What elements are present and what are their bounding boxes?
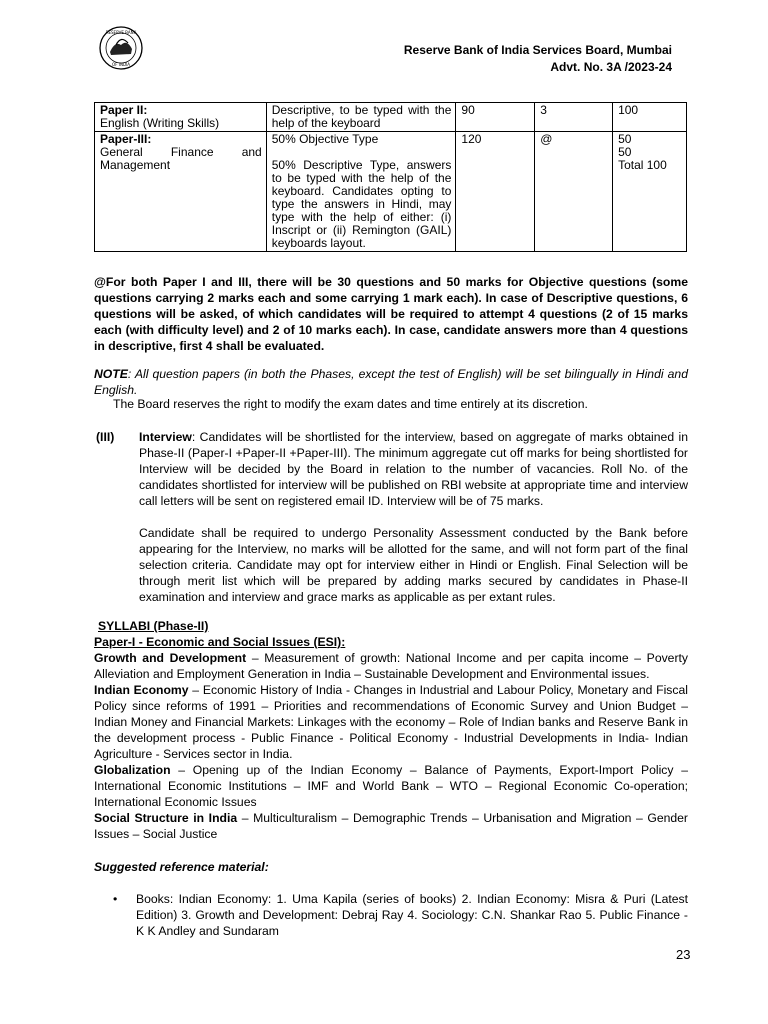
syllabus-topic: Globalization – Opening up of the Indian Economy – Balance of Payments, Export-Import Policy – International Economic Institutions – IMF and World Bank – WTO – Regional Economic Co-operation; International Economic Issues bbox=[94, 763, 688, 809]
note-text: : All question papers (in both the Phases, except the test of English) will be set bilingually in Hindi and English. bbox=[94, 367, 688, 397]
table-cell: @ bbox=[535, 132, 613, 252]
interview-paragraph: Interview: Candidates will be shortlisted for the interview, based on aggregate of marks obtained in Phase-II (Paper-I +Paper-II +Paper-III). The minimum aggregate cut off marks for being shortlisted for Interview will be decided by the Board in relation to the number of vacancies. Roll No. of the candidates shortlisted for interview will be published on RBI website at appropriate time and interview call letters will be sent on registered email ID. Interview will be of 75 marks. bbox=[139, 430, 688, 508]
paper1-title: Paper-I - Economic and Social Issues (ESI): bbox=[94, 635, 346, 649]
table-cell bbox=[266, 132, 456, 252]
marks-descriptive: 50 bbox=[618, 145, 632, 159]
interview-number: (III) bbox=[96, 430, 115, 444]
bullet-icon: • bbox=[113, 892, 118, 906]
table-cell: 100 bbox=[613, 103, 687, 132]
paper-name: Paper II: bbox=[100, 103, 148, 117]
reference-books: Books: Indian Economy: 1. Uma Kapila (series of books) 2. Indian Economy: Misra & Puri (Latest Edition) 3. Growth and Development: Debraj Ray 4. Sociology: C.N. Shankar Rao 5. Public Finance - K K Andley and Sundaram bbox=[136, 892, 688, 938]
table-row bbox=[95, 132, 687, 252]
table-cell bbox=[95, 132, 267, 252]
personality-paragraph: Candidate shall be required to undergo Personality Assessment conducted by the Bank before appearing for the Interview, no marks will be allotted for the same, and will not form part of the final selection criteria. Candidate may opt for interview either in Hindi or English. Final Selection will be through merit list which will be prepared by adding marks secured by candidates in Phase-II examination and interview and grace marks as applicable as per extant rules. bbox=[139, 526, 688, 604]
marks-objective: 50 bbox=[618, 132, 632, 146]
syllabus-topic: Growth and Development – Measurement of growth: National Income and per capita income – Poverty Alleviation and Employment Generation in India – Sustainable Development and Environmental issues. bbox=[94, 651, 689, 681]
syllabi-section bbox=[94, 618, 688, 842]
svg-text:RESERVE BANK: RESERVE BANK bbox=[105, 30, 137, 35]
table-cell: Descriptive, to be typed with the help of the keyboard bbox=[266, 103, 456, 132]
syllabus-topic: Social Structure in India – Multiculturalism – Demographic Trends – Urbanisation and Migration – Gender Issues – Social Justice bbox=[94, 811, 688, 841]
table-cell: 90 bbox=[456, 103, 535, 132]
page-number: 23 bbox=[676, 947, 691, 962]
note-label: NOTE bbox=[94, 367, 128, 381]
type-objective: 50% Objective Type bbox=[271, 132, 379, 146]
table-cell: 3 bbox=[535, 103, 613, 132]
marks-total: Total 100 bbox=[618, 158, 667, 172]
syllabi-title: SYLLABI (Phase-II) bbox=[98, 619, 209, 633]
header-advt: Advt. No. 3A /2023-24 bbox=[550, 60, 672, 74]
paper-subject: General Finance and Management bbox=[100, 145, 262, 172]
paper-subject: English (Writing Skills) bbox=[100, 116, 220, 130]
objective-descriptive-note: @For both Paper I and III, there will be 30 questions and 50 marks for Objective questions (some questions carrying 2 marks each and some carrying 1 mark each). In case of Descriptive questions, 6 questions will be asked, of which candidates will be required to attempt 4 questions (2 of 15 marks each (with difficulty level) and 2 of 10 marks each). In case, candidate answers more than 4 questions in descriptive, first 4 shall be evaluated. bbox=[94, 275, 688, 353]
syllabus-topic: Indian Economy – Economic History of India - Changes in Industrial and Labour Policy, Monetary and Fiscal Policy since reforms of 1991 – Priorities and recommendations of Economic Survey and Union Budget – Indian Money and Financial Markets: Linkages with the economy – Role of Indian banks and Reserve Bank in the development process - Public Finance - Political Economy - Industrial Developments in India- Indian Agriculture - Services sector in India. bbox=[94, 683, 688, 761]
rbi-logo-icon bbox=[98, 25, 144, 71]
type-descriptive: 50% Descriptive Type, answers to be typed with the help of the keyboard. Candidates opting to type the answers in Hindi, may type with the help of either: (i) Inscript or (ii) Remington (GAIL) keyboards layout. bbox=[271, 158, 452, 250]
paper-name: Paper-III: bbox=[100, 132, 152, 146]
reference-title: Suggested reference material: bbox=[94, 860, 269, 874]
table-cell bbox=[95, 103, 267, 132]
bilingual-note bbox=[94, 366, 688, 398]
table-cell: 120 bbox=[456, 132, 535, 252]
svg-text:OF INDIA: OF INDIA bbox=[112, 62, 130, 67]
list-item bbox=[113, 891, 688, 939]
interview-title: Interview bbox=[139, 430, 192, 444]
interview-section bbox=[96, 429, 688, 621]
board-disclaimer: The Board reserves the right to modify the exam dates and time entirely at its discretion. bbox=[113, 397, 588, 411]
page-header bbox=[404, 42, 672, 76]
header-org: Reserve Bank of India Services Board, Mumbai bbox=[403, 43, 672, 57]
table-row bbox=[95, 103, 687, 132]
exam-pattern-table bbox=[94, 102, 687, 252]
table-cell bbox=[613, 132, 687, 252]
